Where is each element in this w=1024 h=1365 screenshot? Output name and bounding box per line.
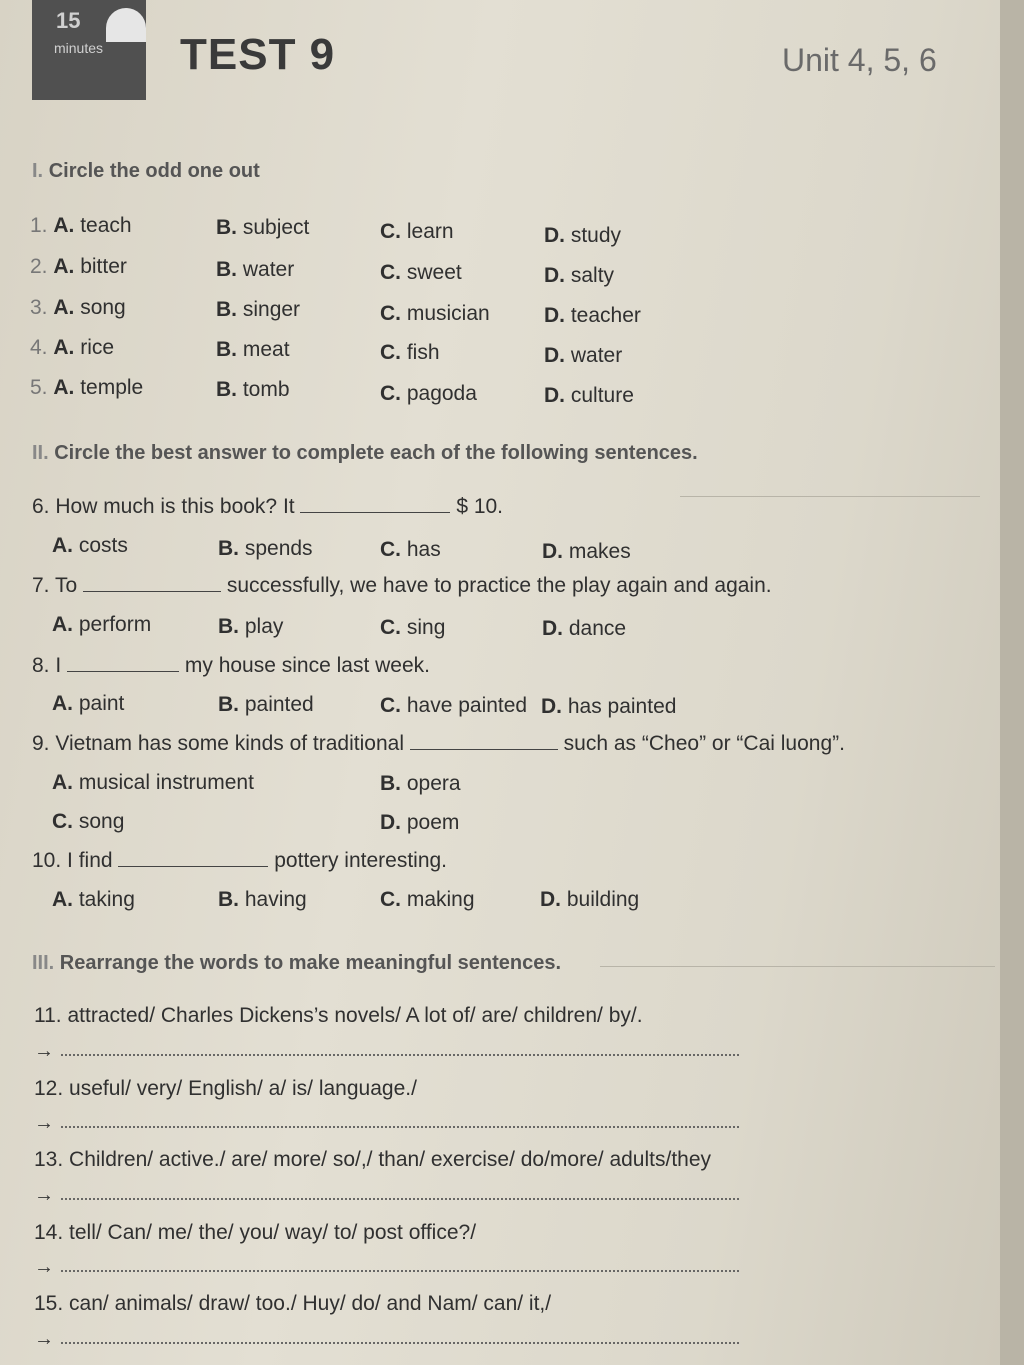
q6-option-a: A. costs	[52, 534, 128, 557]
item-2-b: B. water	[216, 258, 295, 281]
question-8: 8. I my house since last week.	[32, 654, 430, 677]
section-2-heading	[32, 442, 698, 465]
unit-label: Unit 4, 5, 6	[782, 42, 937, 78]
q7-option-d: D. dance	[542, 617, 627, 640]
item-5-c: C. pagoda	[380, 382, 477, 405]
q6-option-c: C. has	[380, 538, 441, 561]
q10-option-d: D. building	[540, 888, 640, 911]
section-1-title: Circle the odd one out	[48, 160, 260, 182]
rearrange-item-13: 13. Children/ active./ are/ more/ so/,/ than/ exercise/ do/more/ adults/they	[34, 1148, 712, 1171]
q10-option-c: C. making	[380, 888, 475, 911]
q7-option-c: C. sing	[380, 616, 446, 639]
answer-arrow: →	[34, 1184, 54, 1206]
q9-option-b: B. opera	[380, 772, 461, 795]
item-3-c: C. musician	[380, 302, 490, 325]
section-3-title: Rearrange the words to make meaningful sentences.	[59, 952, 562, 974]
section-1-heading	[32, 160, 260, 183]
item-2-d: D. salty	[544, 264, 615, 287]
page-edge	[1000, 0, 1024, 1365]
section-3-numeral: III.	[32, 952, 55, 974]
item-2-a: 2. A. bitter	[30, 255, 127, 278]
item-1-a: 1. A. teach	[30, 214, 132, 237]
answer-arrow: →	[34, 1328, 54, 1350]
answer-line	[60, 1054, 740, 1056]
q6-option-b: B. spends	[218, 537, 313, 560]
q10-option-a: A. taking	[52, 888, 135, 911]
answer-arrow: →	[34, 1112, 54, 1134]
section-2-numeral: II.	[32, 442, 49, 464]
answer-blank	[300, 512, 450, 513]
answer-line	[60, 1342, 740, 1344]
answer-line	[60, 1270, 740, 1272]
item-1-d: D. study	[544, 224, 622, 247]
item-3-d: D. teacher	[544, 304, 641, 327]
answer-blank	[83, 591, 221, 592]
item-4-d: D. water	[544, 344, 623, 367]
time-badge	[32, 0, 146, 100]
item-4-a: 4. A. rice	[30, 336, 115, 359]
question-9: 9. Vietnam has some kinds of traditional such as “Cheo” or “Cai luong”.	[32, 732, 845, 755]
rearrange-item-14: 14. tell/ Can/ me/ the/ you/ way/ to/ post office?/	[34, 1221, 477, 1244]
section-2-title: Circle the best answer to complete each of the following sentences.	[54, 442, 698, 464]
badge-label: minutes	[54, 40, 104, 56]
answer-line	[60, 1198, 740, 1200]
rearrange-item-11: 11. attracted/ Charles Dickens’s novels/ A lot of/ are/ children/ by/.	[34, 1004, 643, 1027]
q8-option-a: A. paint	[52, 692, 125, 715]
q10-option-b: B. having	[218, 888, 307, 911]
rearrange-item-15: 15. can/ animals/ draw/ too./ Huy/ do/ and Nam/ can/ it,/	[34, 1292, 552, 1315]
item-5-d: D. culture	[544, 384, 634, 407]
answer-arrow: →	[34, 1256, 54, 1278]
section-3-heading	[32, 952, 561, 975]
q7-option-b: B. play	[218, 615, 284, 638]
item-3-a: 3. A. song	[30, 296, 126, 319]
item-2-c: C. sweet	[380, 261, 462, 284]
q7-option-a: A. perform	[52, 613, 152, 636]
divider	[680, 496, 980, 497]
question-7: 7. To successfully, we have to practice the play again and again.	[32, 574, 772, 597]
item-1-c: C. learn	[380, 220, 454, 243]
item-5-b: B. tomb	[216, 378, 290, 401]
answer-blank	[118, 866, 268, 867]
q6-option-d: D. makes	[542, 540, 631, 563]
q8-option-c: C. have painted	[380, 694, 528, 717]
answer-arrow: →	[34, 1040, 54, 1062]
answer-blank	[410, 749, 558, 750]
q9-option-c: C. song	[52, 810, 125, 833]
answer-line	[60, 1126, 740, 1128]
divider	[600, 966, 995, 967]
rearrange-item-12: 12. useful/ very/ English/ a/ is/ language./	[34, 1077, 417, 1100]
badge-number: 15	[56, 8, 81, 33]
test-title: TEST 9	[180, 30, 336, 79]
stopwatch-icon	[106, 8, 146, 42]
item-4-c: C. fish	[380, 341, 440, 364]
q8-option-b: B. painted	[218, 693, 314, 716]
q8-option-d: D. has painted	[541, 695, 677, 718]
item-4-b: B. meat	[216, 338, 290, 361]
q9-option-d: D. poem	[380, 811, 460, 834]
q9-option-a: A. musical instrument	[52, 771, 254, 794]
answer-blank	[67, 671, 179, 672]
item-5-a: 5. A. temple	[30, 376, 144, 399]
item-1-b: B. subject	[216, 216, 310, 239]
question-6: 6. How much is this book? It $ 10.	[32, 495, 504, 518]
item-3-b: B. singer	[216, 298, 301, 321]
question-10: 10. I find pottery interesting.	[32, 849, 448, 872]
section-1-numeral: I.	[32, 160, 44, 182]
